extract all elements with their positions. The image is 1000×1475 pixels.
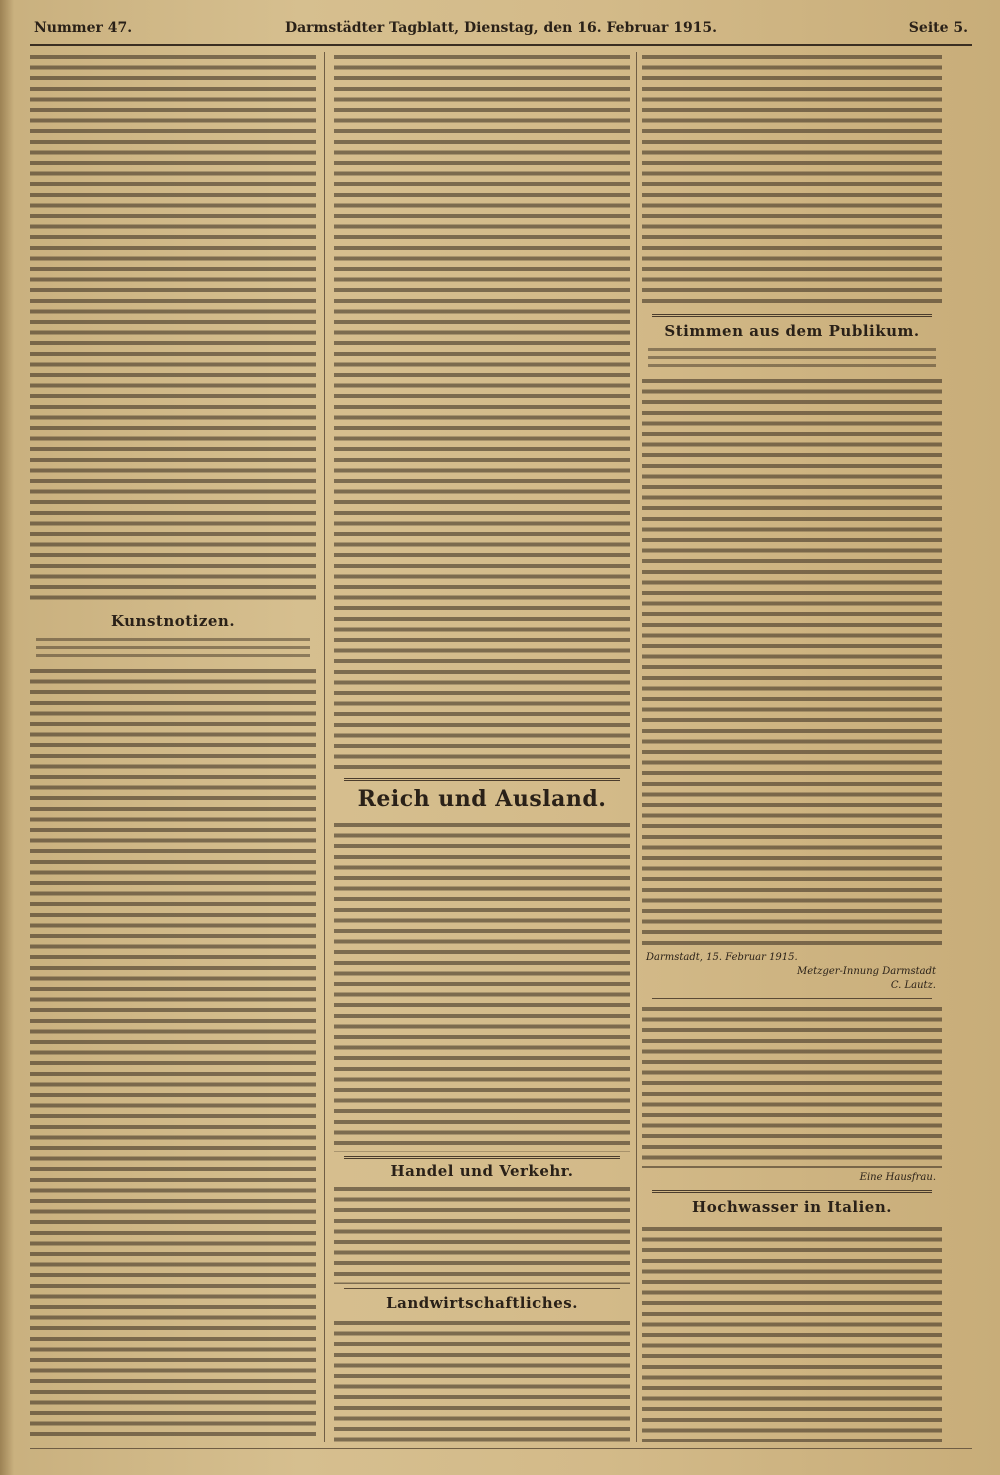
text-block xyxy=(642,52,942,308)
column-1 xyxy=(30,52,316,1442)
masthead-date: Darmstädter Tagblatt, Dienstag, den 16. Februar 1915. xyxy=(284,20,718,36)
text-block xyxy=(30,52,316,604)
section-divider xyxy=(344,778,620,781)
signature-org: Metzger-Innung Darmstadt xyxy=(797,966,936,977)
text-block xyxy=(642,1004,942,1168)
page-number: Seite 5. xyxy=(908,20,968,36)
page-header xyxy=(30,16,972,46)
section-divider xyxy=(344,1288,620,1289)
text-block xyxy=(334,1184,630,1284)
issue-number: Nummer 47. xyxy=(34,20,133,36)
text-block xyxy=(642,1224,942,1442)
text-block xyxy=(334,52,630,770)
column-divider xyxy=(324,52,325,1442)
header-rule xyxy=(30,44,972,46)
section-title-reich-und-ausland: Reich und Ausland. xyxy=(357,786,607,812)
signature-name: C. Lautz. xyxy=(890,980,936,991)
dateline: Darmstadt, 15. Februar 1915. xyxy=(646,952,798,963)
section-title-stimmen-aus-dem-publikum: Stimmen aus dem Publikum. xyxy=(664,322,920,340)
column-2 xyxy=(334,52,630,1442)
section-title-hochwasser-in-italien: Hochwasser in Italien. xyxy=(692,1198,892,1216)
text-block xyxy=(642,376,942,946)
section-divider xyxy=(652,314,932,317)
text-block xyxy=(30,666,316,1442)
column-divider xyxy=(636,52,637,1442)
section-title-kunstnotizen: Kunstnotizen. xyxy=(110,612,236,630)
signature-hausfrau: Eine Hausfrau. xyxy=(859,1172,936,1183)
section-title-handel-und-verkehr: Handel und Verkehr. xyxy=(390,1162,574,1180)
section-divider xyxy=(652,998,932,999)
editorial-note xyxy=(36,636,310,660)
column-3 xyxy=(642,52,942,1442)
section-divider xyxy=(344,1156,620,1159)
footer-rule xyxy=(30,1448,972,1449)
section-divider xyxy=(652,1190,932,1193)
editorial-note xyxy=(648,346,936,370)
section-title-landwirtschaftliches: Landwirtschaftliches. xyxy=(386,1294,578,1312)
text-block xyxy=(334,820,630,1152)
text-block xyxy=(334,1318,630,1442)
